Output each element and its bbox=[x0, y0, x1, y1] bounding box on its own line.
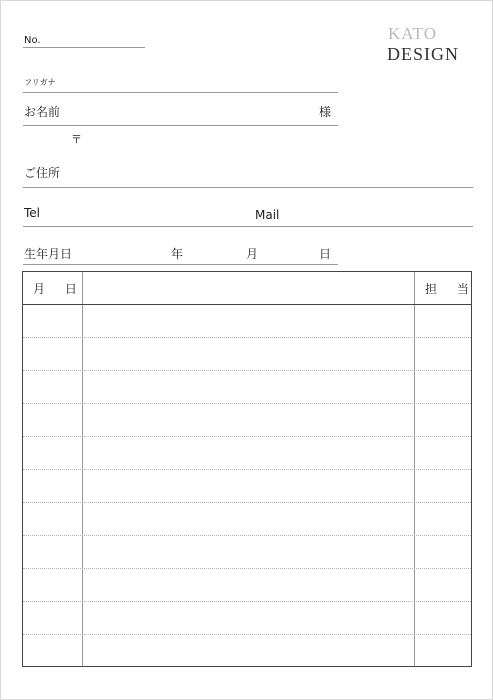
table-row[interactable] bbox=[23, 535, 471, 536]
contact-field-line[interactable] bbox=[23, 226, 473, 227]
table-row[interactable] bbox=[23, 337, 471, 338]
furigana-field-line[interactable] bbox=[23, 92, 338, 93]
table-row[interactable] bbox=[23, 469, 471, 470]
address-label: ご住所 bbox=[24, 166, 61, 180]
address-field-line[interactable] bbox=[23, 187, 473, 188]
table-row[interactable] bbox=[23, 436, 471, 437]
table-row[interactable] bbox=[23, 634, 471, 635]
honorific-label: 様 bbox=[319, 105, 332, 119]
no-field-line[interactable] bbox=[23, 47, 145, 48]
date-column-header: 月 日 bbox=[33, 282, 85, 296]
birth-field-line[interactable] bbox=[23, 264, 338, 265]
table-row[interactable] bbox=[23, 601, 471, 602]
table-row[interactable] bbox=[23, 370, 471, 371]
mail-label: Mail bbox=[255, 208, 280, 222]
history-table bbox=[22, 271, 477, 667]
brand-line-2: DESIGN bbox=[387, 44, 459, 64]
table-row[interactable] bbox=[23, 403, 471, 404]
birth-label: 生年月日 bbox=[24, 247, 73, 261]
name-label: お名前 bbox=[24, 105, 61, 119]
year-label: 年 bbox=[171, 247, 184, 261]
table-row[interactable] bbox=[23, 502, 471, 503]
staff-column-header: 担 当 bbox=[425, 282, 477, 296]
day-label: 日 bbox=[319, 247, 332, 261]
furigana-label: フリガナ bbox=[24, 78, 56, 87]
tel-label: Tel bbox=[24, 206, 41, 220]
header-divider bbox=[23, 304, 471, 305]
brand-line-1: KATO bbox=[388, 24, 438, 43]
table-row[interactable] bbox=[23, 568, 471, 569]
no-label: No. bbox=[24, 35, 41, 46]
name-field-line[interactable] bbox=[23, 125, 338, 126]
month-label: 月 bbox=[246, 247, 259, 261]
postal-mark: 〒 bbox=[71, 133, 82, 146]
